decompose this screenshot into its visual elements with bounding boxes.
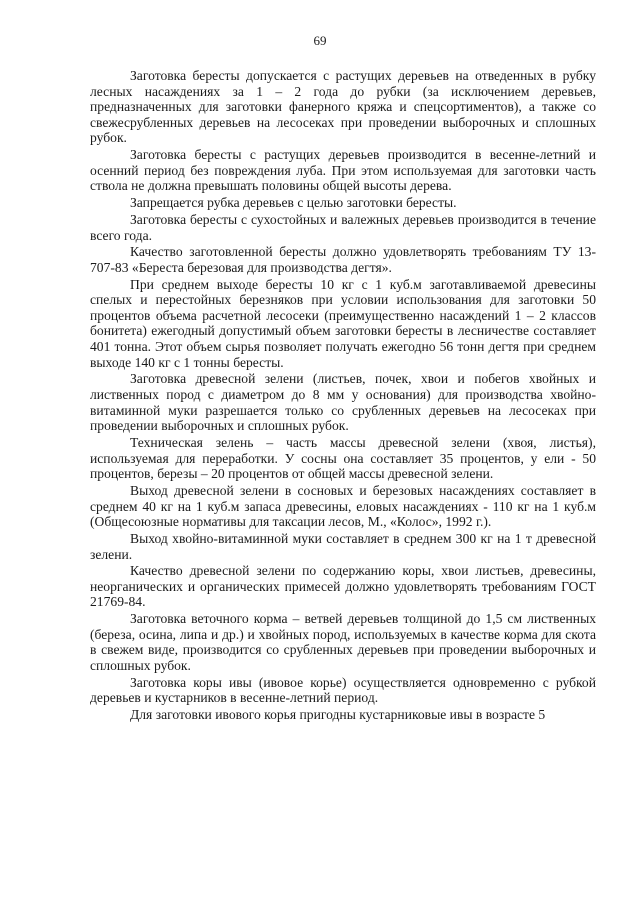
- paragraph-deadwood-harvest: Заготовка бересты с сухостойных и валежных деревьев производится в течение всего года.: [90, 211, 596, 243]
- page-number: 69: [313, 33, 327, 48]
- document-body: [90, 68, 596, 724]
- paragraph-technical-green: Техническая зелень – часть массы древесной зелени (хвоя, листья), используемая для переработки. У сосны она составляет 35 процентов, у ели - 50 процентов, березы – 20 процентов от общей массы древесной зелени.: [90, 434, 596, 482]
- paragraph-green-harvest: Заготовка древесной зелени (листьев, почек, хвои и побегов хвойных и лиственных пород с диаметром до 8 мм у основания) для производства хвойно-витаминной муки разрешается только со срубленных деревьев на лесосеках при проведении выборочных и сплошных рубок.: [90, 371, 596, 434]
- paragraph-green-yield: Выход древесной зелени в сосновых и березовых насаждениях составляет в среднем 40 кг на 1 куб.м запаса древесины, еловых насаждениях - 110 кг на 1 куб.м (Общесоюзные нормативы для таксации лесов, М., «Колос», 1992 г.).: [90, 482, 596, 530]
- paragraph-bark-quality: Качество заготовленной бересты должно удовлетворять требованиям ТУ 13-707-83 «Береста березовая для производства дегтя».: [90, 244, 596, 275]
- paragraph-green-quality: Качество древесной зелени по содержанию коры, хвои листьев, древесины, неорганических и органических примесей должно удовлетворять требованиям ГОСТ 21769-84.: [90, 563, 596, 610]
- paragraph-flour-yield: Выход хвойно-витаминной муки составляет в среднем 300 кг на 1 т древесной зелени.: [90, 530, 596, 562]
- paragraph-birch-bark-harvest-allowed: Заготовка бересты допускается с растущих деревьев на отведенных в рубку лесных насаждениях за 1 – 2 года до рубки (за исключением деревьев, предназначенных для заготовки фанерного кряжа и спецсортиментов), а также со свежесрубленных деревьев на лесосеках при проведении выборочных и сплошных рубок.: [90, 68, 596, 146]
- paragraph-willow-bark: Заготовка коры ивы (ивовое корье) осуществляется одновременно с рубкой деревьев и кустарников в весенне-летний период.: [90, 674, 596, 706]
- paragraph-birch-bark-harvest-period: Заготовка бересты с растущих деревьев производится в весенне-летний и осенний период без повреждения луба. При этом используемая для заготовки часть ствола не должна превышать половины общей высоты дерева.: [90, 147, 596, 194]
- paragraph-branch-fodder: Заготовка веточного корма – ветвей деревьев толщиной до 1,5 см лиственных (береза, осина, липа и др.) и хвойных пород, используемых в качестве корма для скота в свежем виде, производится со срубленных деревьев при проведении выборочных и сплошных рубок.: [90, 611, 596, 674]
- paragraph-bark-volume: При среднем выходе бересты 10 кг с 1 куб.м заготавливаемой древесины спелых и перестойных березняков при условии использования для заготовки 50 процентов объема расчетной лесосеки (преимущественно насаждений 1 – 2 классов бонитета) ежегодный допустимый объем заготовки бересты в лесничестве составляет 401 тонна. Этот объем сырья позволяет получать ежегодно 56 тонн дегтя при среднем выходе 140 кг с 1 тонны бересты.: [90, 276, 596, 370]
- paragraph-felling-prohibited: Запрещается рубка деревьев с целью заготовки бересты.: [130, 195, 457, 211]
- paragraph-willow-age: Для заготовки ивового корья пригодны кустарниковые ивы в возрасте 5: [130, 707, 546, 723]
